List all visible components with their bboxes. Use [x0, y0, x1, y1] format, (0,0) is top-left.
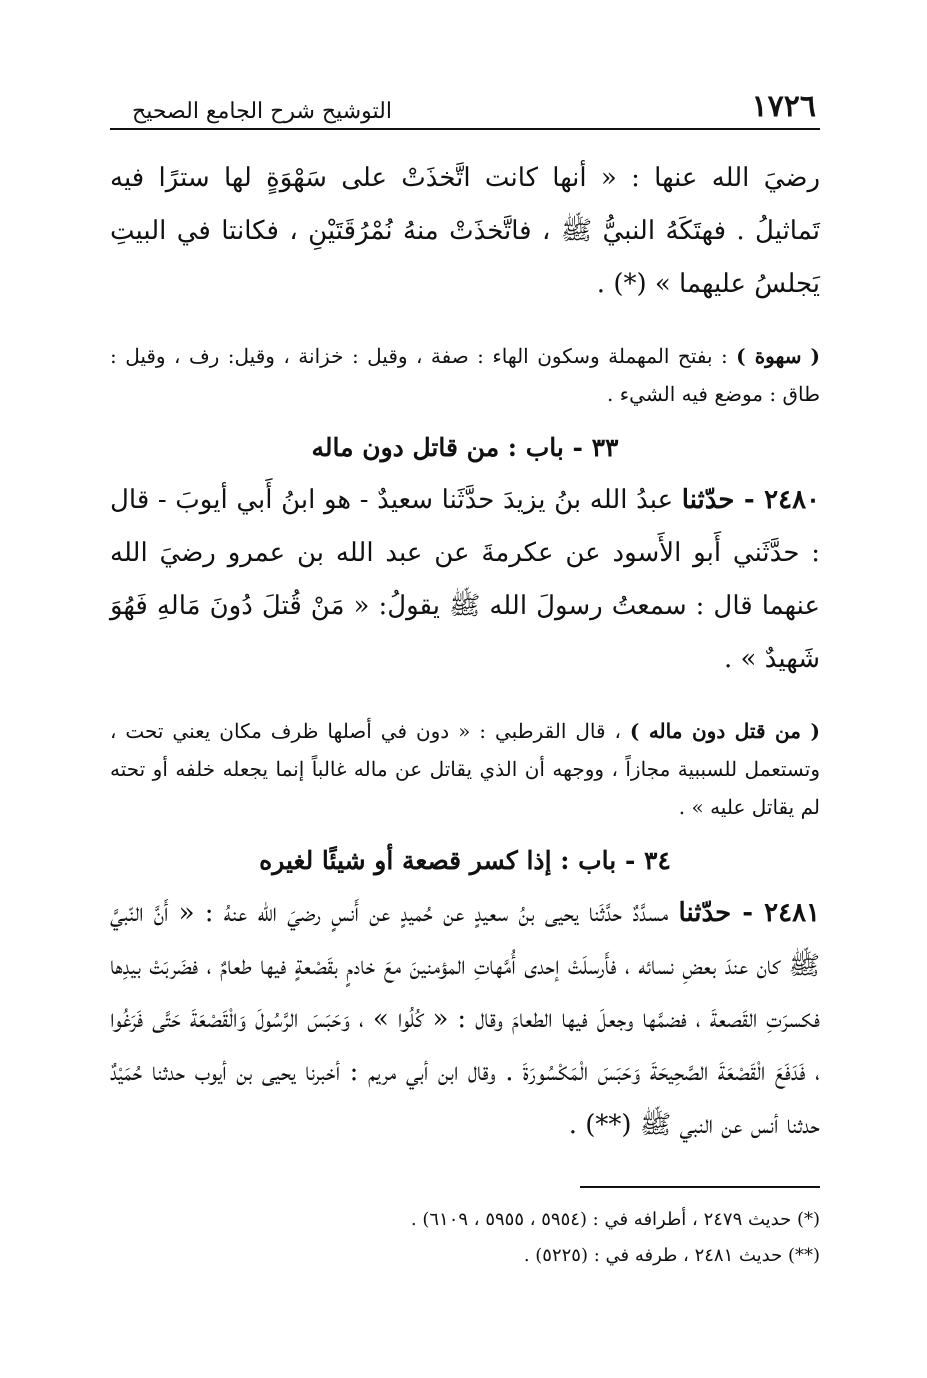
hadith-text: مسدَّدٌ حدَّثَنا يحيى بنُ سعيدٍ عن حُميدٍ عن أَنسٍ رضيَ الله عنهُ : « أَنَّ النّبيَّ ﷺ كان عندَ بعضِ نسائه ، فأَرسلَتْ إحدى أُمَّهاتِ المؤمنينَ معَ خادمٍ بقَصْعةٍ فيها طعامٌ ، فضَربَتْ بيدِها فكسرَتِ القَصعةَ ، فضمَّها وجعلَ فيها الطعامَ وقال : « كُلُوا » ، وَحَبَسَ الرَّسُولَ وَالْقَصْعَةَ حَتَّى فَرَغُوا ، فَدَفَعَ الْقَصْعَةَ الصَّحِيحَةَ وَحَبَسَ الْمَكْسُورَةَ . وقال ابن أبي مريم : أخبرنا يحيى بن أيوب حدثنا حُمَيْدٌ حدثنا أنس عن النبي ﷺ (**) .	[110, 898, 821, 1140]
chapter-heading-33: ٣٣ - باب : من قاتل دون ماله	[311, 433, 619, 462]
hadith-text: عبدُ الله بنُ يزيدَ حدَّثَنا سعيدٌ - هو ابنُ أَبي أيوبَ - قال : حدَّثَني أَبو الأَسود عن عكرمةَ عن عبد الله بن عمرو رضيَ الله عنهما قال : سمعتُ رسولَ الله ﷺ يقولُ: « مَنْ قُتلَ دُونَ مَالهِ فَهُوَ شَهيدٌ » .	[110, 485, 820, 674]
commentary-text: : بفتح المهملة وسكون الهاء : صفة ، وقيل : خزانة ، وقيل: رف ، وقيل : طاق : موضع فيه الشيء .	[110, 344, 820, 406]
commentary-term: ( سهوة )	[736, 344, 820, 368]
footnote-1: (*) حديث ٢٤٧٩ ، أطرافه في : (٥٩٥٤ ، ٥٩٥٥ ، ٦١٠٩) .	[410, 1209, 820, 1230]
commentary-term: ( من قتل دون ماله )	[629, 719, 820, 743]
commentary-text: ، قال القرطبي : « دون في أصلها ظرف مكان يعني تحت ، وتستعمل للسببية مجازاً ، ووجهه أن الذي يقاتل عن ماله غالباً إنما يجعله خلفه أو تحته لم يقاتل عليه » .	[110, 719, 820, 819]
running-title: التوشيح شرح الجامع الصحيح	[132, 99, 392, 124]
hadith-number-lead: ٢٤٨٠ - حدّثنا	[681, 485, 820, 515]
hadith-continuation: رضيَ الله عنها : « أنها كانت اتَّخذَتْ على سَهْوَةٍ لها سترًا فيه تَماثيلُ . فهتَكَهُ النبيُّ ﷺ ، فاتَّخذَتْ منهُ نُمْرُقَتَيْنِ ، فكانتا في البيتِ يَجلسُ عليهما » (*) .	[110, 163, 820, 299]
commentary-sahwa	[110, 337, 820, 413]
commentary-2480	[110, 712, 820, 826]
page-number: ١٧٢٦	[751, 89, 816, 124]
hadith-2480	[110, 474, 820, 686]
footnote-2: (**) حديث ٢٤٨١ ، طرفه في : (٥٢٢٥) .	[523, 1245, 820, 1266]
chapter-heading-34: ٣٤ - باب : إذا كسر قصعة أو شيئًا لغيره	[259, 846, 671, 875]
hadith-number-lead: ٢٤٨١ - حدّثنا	[678, 898, 821, 928]
footnote-divider	[580, 1186, 820, 1188]
hadith-2481	[110, 887, 820, 1152]
book-page	[110, 60, 820, 1274]
page-header	[110, 60, 820, 130]
